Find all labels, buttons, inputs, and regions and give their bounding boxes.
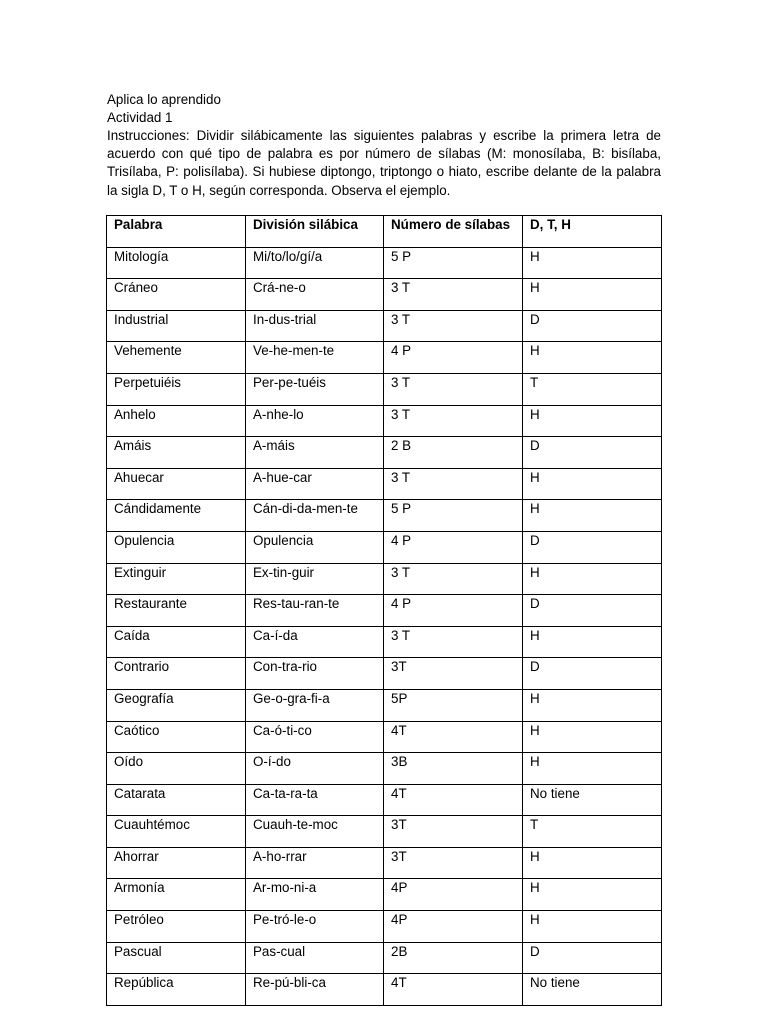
- cell-division-silabica: Pe-tró-le-o: [246, 911, 384, 943]
- cell-palabra: Ahorrar: [107, 847, 246, 879]
- cell-division-silabica: Ge-o-gra-fi-a: [246, 689, 384, 721]
- cell-division-silabica: Crá-ne-o: [246, 279, 384, 311]
- cell-palabra: Caída: [107, 626, 246, 658]
- cell-numero-silabas: 4 P: [384, 342, 523, 374]
- cell-palabra: Industrial: [107, 310, 246, 342]
- cell-dth: H: [523, 247, 662, 279]
- cell-division-silabica: Cán-di-da-men-te: [246, 500, 384, 532]
- cell-dth: H: [523, 279, 662, 311]
- cell-numero-silabas: 4P: [384, 911, 523, 943]
- cell-dth: H: [523, 468, 662, 500]
- cell-numero-silabas: 3 T: [384, 279, 523, 311]
- table-row: [107, 247, 662, 279]
- table-body: [107, 247, 662, 1005]
- cell-palabra: Contrario: [107, 658, 246, 690]
- table-row: [107, 626, 662, 658]
- cell-division-silabica: Ve-he-men-te: [246, 342, 384, 374]
- header-dth: D, T, H: [523, 216, 662, 248]
- cell-palabra: Ahuecar: [107, 468, 246, 500]
- cell-numero-silabas: 3 T: [384, 373, 523, 405]
- header-palabra: Palabra: [107, 216, 246, 248]
- cell-palabra: Cándidamente: [107, 500, 246, 532]
- cell-division-silabica: A-hue-car: [246, 468, 384, 500]
- cell-division-silabica: Ca-ta-ra-ta: [246, 784, 384, 816]
- table-row: [107, 879, 662, 911]
- table-row: [107, 753, 662, 785]
- cell-division-silabica: A-nhe-lo: [246, 405, 384, 437]
- cell-division-silabica: A-ho-rrar: [246, 847, 384, 879]
- cell-palabra: Petróleo: [107, 911, 246, 943]
- cell-division-silabica: In-dus-trial: [246, 310, 384, 342]
- cell-numero-silabas: 4 P: [384, 531, 523, 563]
- cell-dth: H: [523, 753, 662, 785]
- cell-dth: H: [523, 689, 662, 721]
- cell-numero-silabas: 3T: [384, 816, 523, 848]
- table-row: [107, 816, 662, 848]
- cell-palabra: Oído: [107, 753, 246, 785]
- cell-division-silabica: Ar-mo-ni-a: [246, 879, 384, 911]
- cell-numero-silabas: 3T: [384, 847, 523, 879]
- cell-dth: D: [523, 310, 662, 342]
- cell-numero-silabas: 4 P: [384, 595, 523, 627]
- cell-division-silabica: Cuauh-te-moc: [246, 816, 384, 848]
- table-row: [107, 342, 662, 374]
- table-row: [107, 784, 662, 816]
- instructions-paragraph: Instrucciones: Dividir silábicamente las siguientes palabras y escribe la primera letra de acuerdo con qué tipo de palabra es por número de sílabas (M: monosílaba, B: bisílaba, Trisílaba, P: polisílaba). Si hubiese diptongo, triptongo o hiato, escribe delante de la palabra la sigla D, T o H, según corresponda. Observa el ejemplo.: [107, 128, 661, 198]
- cell-palabra: República: [107, 974, 246, 1006]
- cell-palabra: Catarata: [107, 784, 246, 816]
- cell-dth: D: [523, 658, 662, 690]
- cell-palabra: Perpetuiéis: [107, 373, 246, 405]
- syllable-table: [106, 215, 662, 1006]
- cell-numero-silabas: 3T: [384, 658, 523, 690]
- cell-numero-silabas: 4T: [384, 721, 523, 753]
- document-header: [107, 91, 661, 200]
- cell-numero-silabas: 3B: [384, 753, 523, 785]
- header-numero-silabas: Número de sílabas: [384, 216, 523, 248]
- cell-palabra: Geografía: [107, 689, 246, 721]
- cell-dth: D: [523, 531, 662, 563]
- cell-palabra: Cuauhtémoc: [107, 816, 246, 848]
- cell-numero-silabas: 2 B: [384, 437, 523, 469]
- cell-dth: H: [523, 342, 662, 374]
- cell-palabra: Opulencia: [107, 531, 246, 563]
- cell-palabra: Restaurante: [107, 595, 246, 627]
- cell-division-silabica: Con-tra-rio: [246, 658, 384, 690]
- table-row: [107, 437, 662, 469]
- cell-palabra: Armonía: [107, 879, 246, 911]
- table-row: [107, 974, 662, 1006]
- table-row: [107, 468, 662, 500]
- table-row: [107, 721, 662, 753]
- cell-division-silabica: Per-pe-tuéis: [246, 373, 384, 405]
- cell-division-silabica: Re-pú-bli-ca: [246, 974, 384, 1006]
- table-row: [107, 658, 662, 690]
- cell-numero-silabas: 5 P: [384, 500, 523, 532]
- cell-palabra: Mitología: [107, 247, 246, 279]
- cell-numero-silabas: 3 T: [384, 563, 523, 595]
- table-row: [107, 847, 662, 879]
- table-row: [107, 279, 662, 311]
- cell-palabra: Amáis: [107, 437, 246, 469]
- cell-dth: H: [523, 626, 662, 658]
- cell-palabra: Extinguir: [107, 563, 246, 595]
- cell-numero-silabas: 3 T: [384, 405, 523, 437]
- cell-dth: T: [523, 816, 662, 848]
- header-division-silabica: División silábica: [246, 216, 384, 248]
- table-row: [107, 310, 662, 342]
- cell-division-silabica: Opulencia: [246, 531, 384, 563]
- cell-numero-silabas: 5P: [384, 689, 523, 721]
- cell-division-silabica: O-í-do: [246, 753, 384, 785]
- table-row: [107, 563, 662, 595]
- table-row: [107, 595, 662, 627]
- cell-division-silabica: Ca-í-da: [246, 626, 384, 658]
- cell-numero-silabas: 3 T: [384, 310, 523, 342]
- table-row: [107, 911, 662, 943]
- table-row: [107, 500, 662, 532]
- activity-title: Actividad 1: [107, 110, 173, 125]
- cell-dth: H: [523, 563, 662, 595]
- cell-numero-silabas: 3 T: [384, 626, 523, 658]
- cell-numero-silabas: 3 T: [384, 468, 523, 500]
- table-row: [107, 373, 662, 405]
- cell-dth: T: [523, 373, 662, 405]
- cell-dth: H: [523, 721, 662, 753]
- cell-numero-silabas: 4T: [384, 974, 523, 1006]
- cell-dth: D: [523, 437, 662, 469]
- cell-dth: No tiene: [523, 974, 662, 1006]
- table-row: [107, 942, 662, 974]
- cell-numero-silabas: 2B: [384, 942, 523, 974]
- cell-dth: D: [523, 942, 662, 974]
- cell-palabra: Anhelo: [107, 405, 246, 437]
- cell-numero-silabas: 5 P: [384, 247, 523, 279]
- table-row: [107, 405, 662, 437]
- cell-numero-silabas: 4T: [384, 784, 523, 816]
- cell-palabra: Cráneo: [107, 279, 246, 311]
- cell-division-silabica: Ex-tin-guir: [246, 563, 384, 595]
- cell-division-silabica: Res-tau-ran-te: [246, 595, 384, 627]
- page-title: Aplica lo aprendido: [107, 92, 221, 107]
- cell-dth: H: [523, 405, 662, 437]
- cell-palabra: Caótico: [107, 721, 246, 753]
- cell-division-silabica: Pas-cual: [246, 942, 384, 974]
- table-header-row: [107, 216, 662, 248]
- cell-dth: H: [523, 879, 662, 911]
- cell-palabra: Pascual: [107, 942, 246, 974]
- cell-dth: H: [523, 847, 662, 879]
- cell-numero-silabas: 4P: [384, 879, 523, 911]
- cell-dth: No tiene: [523, 784, 662, 816]
- cell-palabra: Vehemente: [107, 342, 246, 374]
- cell-division-silabica: A-máis: [246, 437, 384, 469]
- cell-division-silabica: Ca-ó-ti-co: [246, 721, 384, 753]
- cell-division-silabica: Mi/to/lo/gí/a: [246, 247, 384, 279]
- cell-dth: D: [523, 595, 662, 627]
- cell-dth: H: [523, 500, 662, 532]
- cell-dth: H: [523, 911, 662, 943]
- table-row: [107, 689, 662, 721]
- table-row: [107, 531, 662, 563]
